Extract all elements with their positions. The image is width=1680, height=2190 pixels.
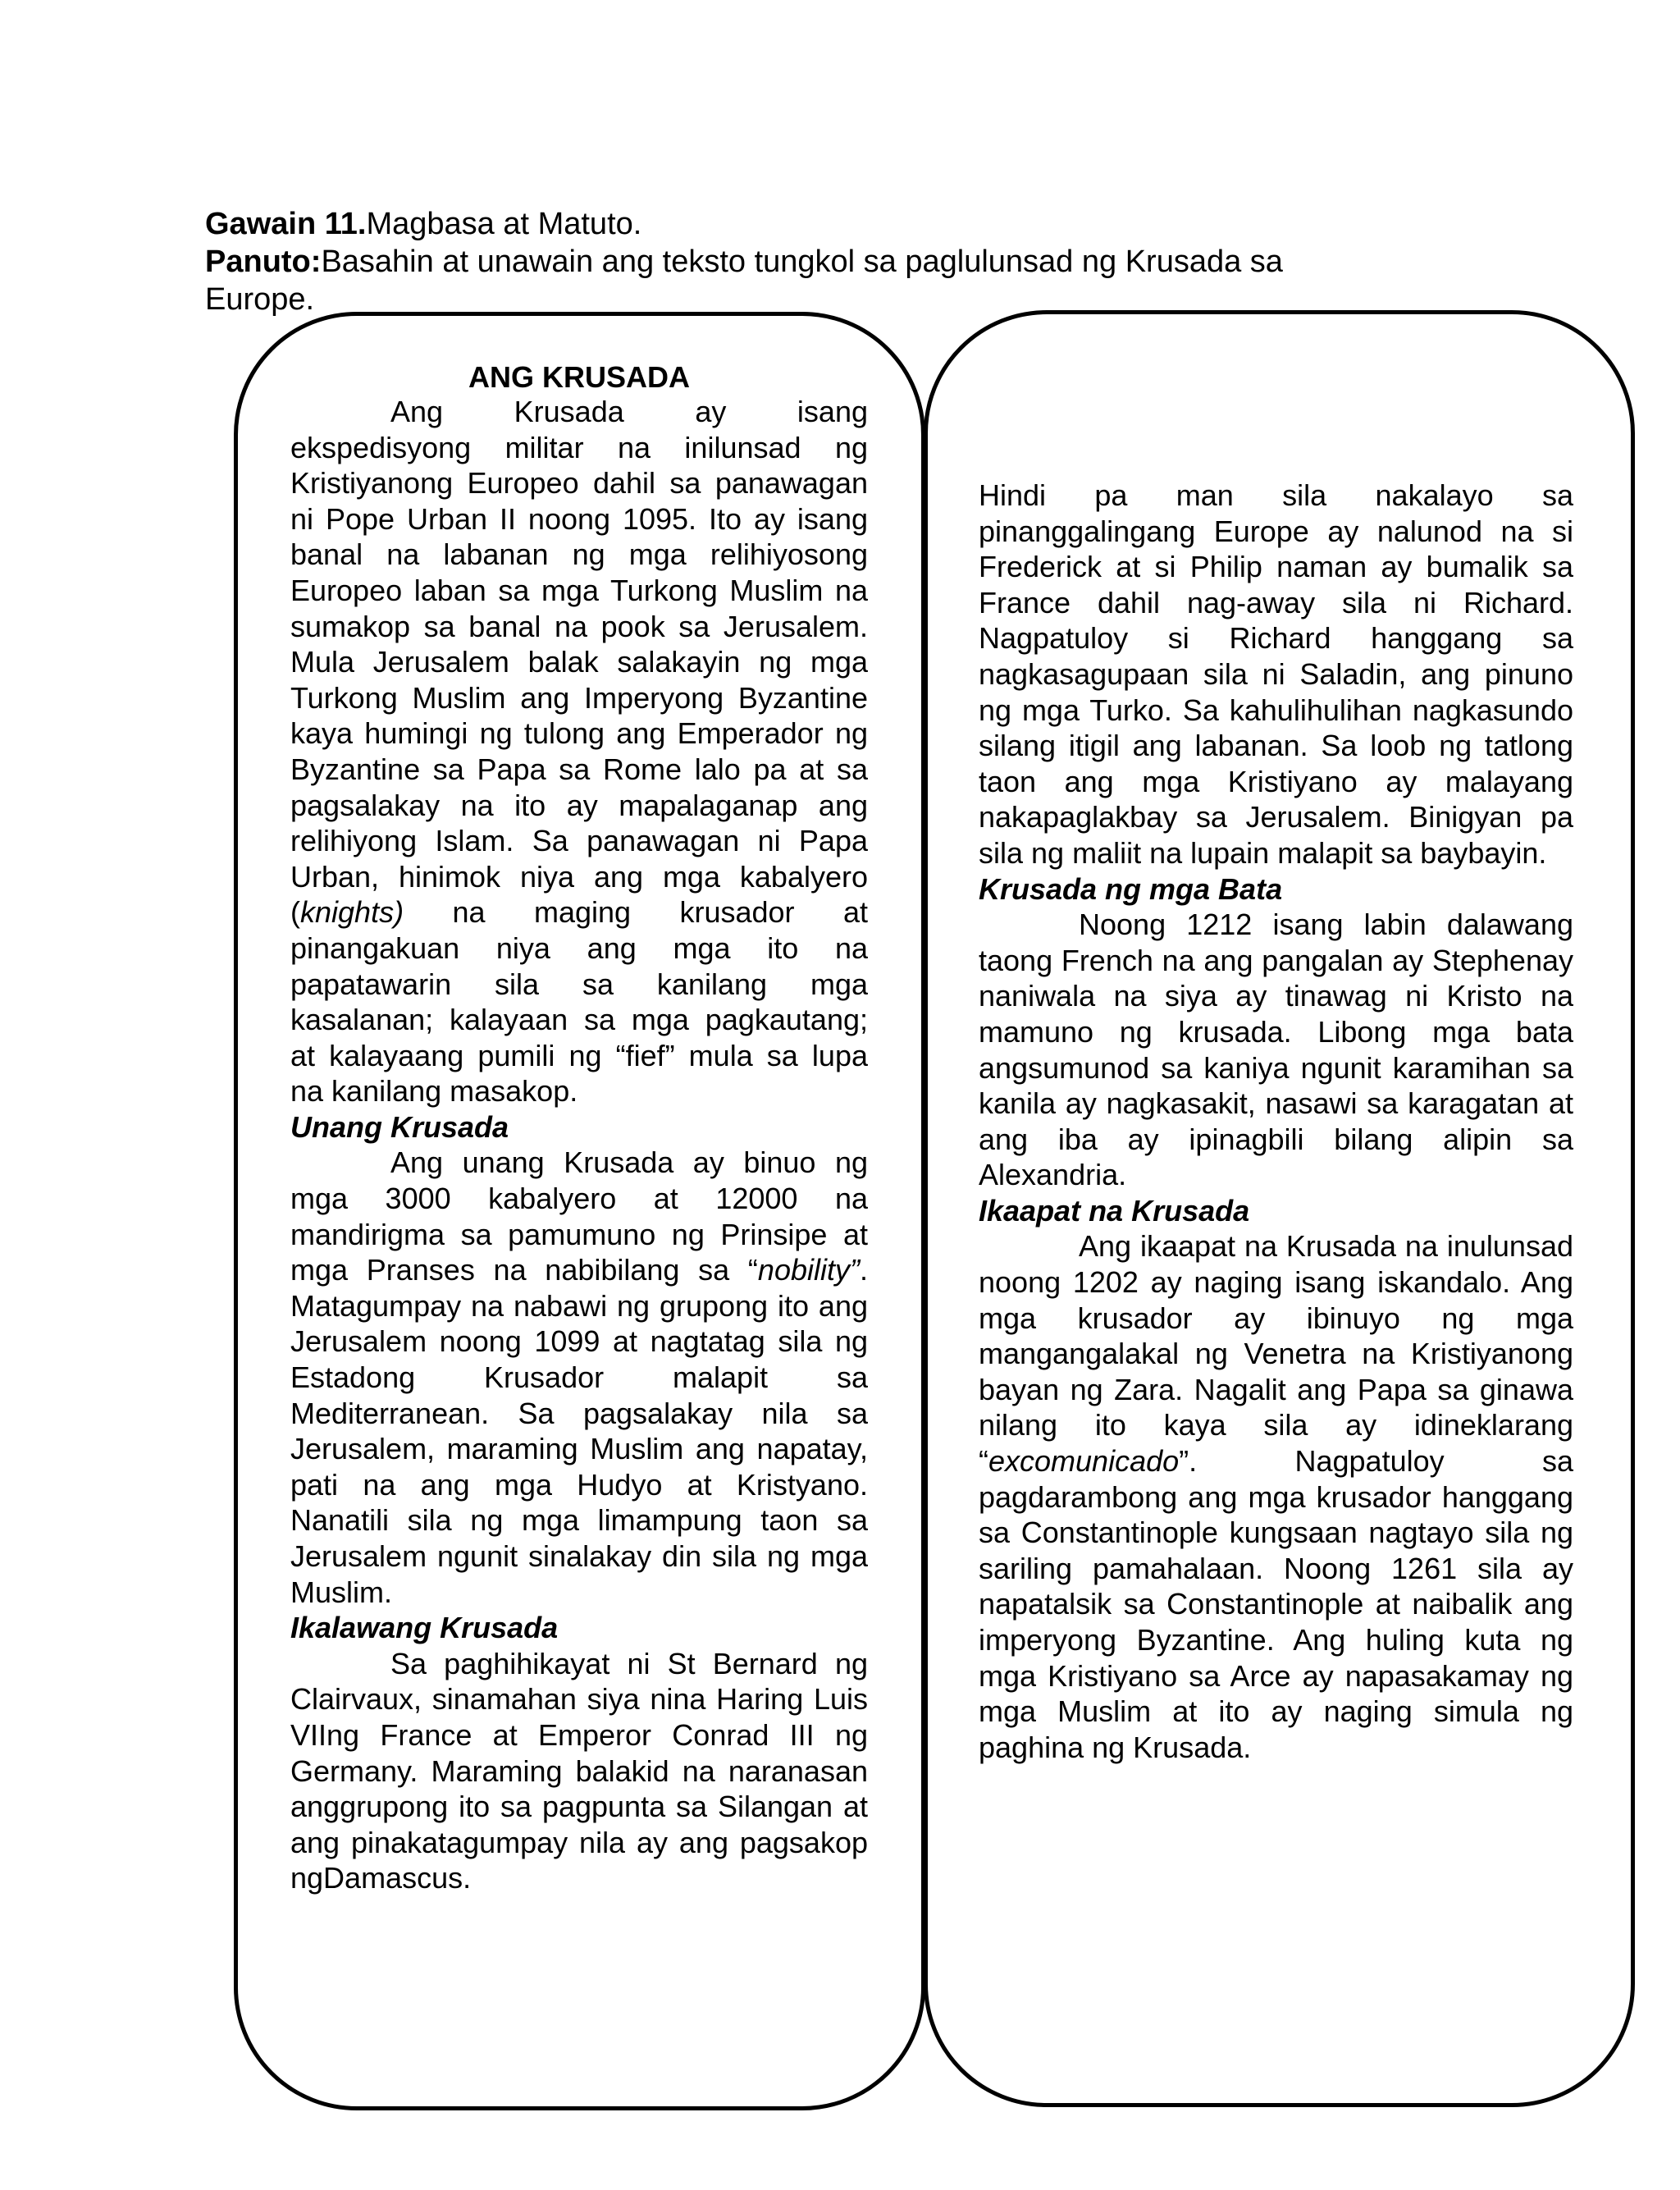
section-title-ikalawa: Ikalawang Krusada [290,1611,559,1645]
excomunicado-term: excomunicado [988,1444,1180,1479]
instruction-label: Panuto: [205,245,322,279]
knights-term: knights) [300,895,404,930]
intro-text-2: na maging krusador at pinangakuan niya ang mga ito na papatawarin sila sa kanilang mga kasalanan; kalayaan sa mga pagkautang; at kalayaang pumili ng “fief” mula sa lupa na kanilang masakop. [290,895,868,1109]
nobility-term: nobility” [757,1253,860,1287]
ikaapat-text-1: Ang ikaapat na Krusada na inulunsad noong 1202 ay naging isang iskandalo. Ang mga krusador ay ibinuyo ng mga mangangalakal ng Venetra na Kristiyanong bayan ng Zara. Nagalit ang Papa sa ginawa nilang ito kaya sila ay idineklarang “ [979,1229,1573,1479]
right-column [979,478,1573,1765]
left-column [290,361,868,1896]
ikalawa-paragraph: Sa paghihikayat ni St Bernard ng Clairvaux, sinamahan siya nina Haring Luis VIIng France at Emperor Conrad III ng Germany. Maraming balakid na naranasan anggrupong ito sa pagpunta sa Silangan at ang pinakatagumpay nila ay ang pagsakop ngDamascus. [290,1646,868,1895]
instruction-line-continued: Europe. [205,282,315,317]
intro-paragraph [290,394,868,1109]
section-title-unang: Unang Krusada [290,1109,509,1144]
activity-title: Magbasa at Matuto. [366,207,642,241]
article-title: ANG KRUSADA [468,360,690,394]
unang-text-1: Ang unang Krusada ay binuo ng mga 3000 kabalyero at 12000 na mandirigma sa pamumuno ng Prinsipe at mga Pranses na nabibilang sa “ [290,1145,868,1287]
unang-paragraph [290,1145,868,1610]
section-title-ikaapat: Ikaapat na Krusada [979,1193,1250,1228]
ikaapat-paragraph [979,1228,1573,1765]
bata-paragraph: Noong 1212 isang labin dalawang taong French na ang pangalan ay Stephenay naniwala na siya ay tinawag ni Kristo na mamuno ng krusada. Libong mga bata angsumunod sa kaniya ngunit karamihan sa kanila ay nagkasakit, nasawi sa karagatan at ang iba ay ipinagbili bilang alipin sa Alexandria. [979,908,1573,1192]
activity-line [205,205,1485,243]
activity-header [205,205,1485,318]
instruction-text: Basahin at unawain ang teksto tungkol sa paglulunsad ng Krusada sa [321,245,1283,279]
ikaapat-text-2: ”. Nagpatuloy sa pagdarambong ang mga krusador hanggang sa Constantinople kungsaan nagtayo sila ng sariling pamahalaan. Noong 1261 sila ay napatalsik sa Constantinople at naibalik ang imperyong Byzantine. Ang huling kuta ng mga Kristiyano sa Arce ay napasakamay ng mga Muslim at ito ay naging simula ng paghina ng Krusada. [979,1444,1573,1764]
activity-label: Gawain 11. [205,207,367,241]
continuation-paragraph: Hindi pa man sila nakalayo sa pinanggalingang Europe ay nalunod na si Frederick at si Philip naman ay bumalik sa France dahil nag-away sila ni Richard. Nagpatuloy si Richard hanggang sa nagkasagupaan sila ni Saladin, ang pinuno ng mga Turko. Sa kahulihulihan nagkasundo silang itigil ang labanan. Sa loob ng tatlong taon ang mga Kristiyano ay malayang nakapaglakbay sa Jerusalem. Binigyan pa sila ng maliit na lupain malapit sa baybayin. [979,478,1573,870]
section-title-bata: Krusada ng mga Bata [979,871,1283,906]
intro-text-1: Ang Krusada ay isang ekspedisyong militar na inilunsad ng Kristiyanong Europeo dahil sa panawagan ni Pope Urban II noong 1095. Ito ay isang banal na labanan ng mga relihiyosong Europeo laban sa mga Turkong Muslim na sumakop sa banal na pook sa Jerusalem. Mula Jerusalem balak salakayin ng mga Turkong Muslim ang Imperyong Byzantine kaya humingi ng tulong ang Emperador ng Byzantine sa Papa sa Rome lalo pa at sa pagsalakay na ito ay mapalaganap ang relihiyong Islam. Sa panawagan ni Papa Urban, hinimok niya ang mga kabalyero ( [290,395,868,930]
unang-text-2: . Matagumpay na nabawi ng grupong ito ang Jerusalem noong 1099 at nagtatag sila ng Estadong Krusador malapit sa Mediterranean. Sa pagsalakay nila sa Jerusalem, maraming Muslim ang napatay, pati na ang mga Hudyo at Kristyano. Nanatili sila ng mga limampung taon sa Jerusalem ngunit sinalakay din sila ng mga Muslim. [290,1253,868,1609]
instruction-line [205,243,1485,281]
